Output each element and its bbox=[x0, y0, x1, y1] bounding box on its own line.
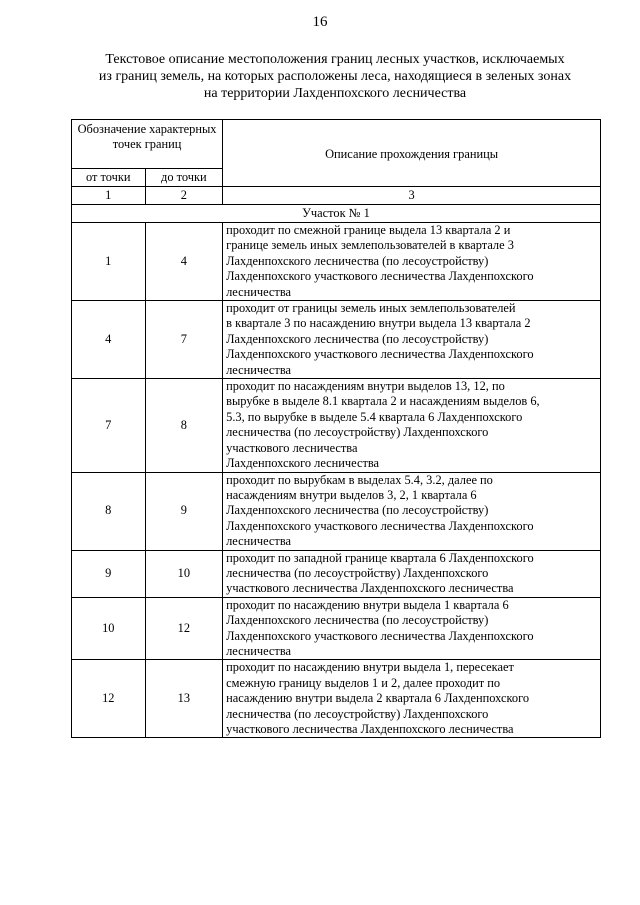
description-cell bbox=[223, 223, 601, 301]
from-point-cell: 12 bbox=[72, 660, 146, 738]
description-line: лесничества (по лесоустройству) Лахденпохского bbox=[226, 425, 489, 440]
table-row bbox=[72, 472, 601, 550]
description-line: участкового лесничества Лахденпохского лесничества bbox=[226, 722, 514, 736]
to-point-header: до точки bbox=[145, 169, 223, 187]
document-title bbox=[40, 51, 630, 102]
to-point-cell: 12 bbox=[145, 597, 223, 660]
description-line: участкового лесничества bbox=[226, 440, 358, 455]
section-title: Участок № 1 bbox=[72, 205, 601, 223]
from-point-cell: 7 bbox=[72, 379, 146, 472]
title-line: на территории Лахденпохского лесничества bbox=[203, 86, 467, 101]
description-line: проходит по западной границе квартала 6 Лахденпохского bbox=[226, 550, 534, 565]
description-line: в квартале 3 по насаждению внутри выдела 13 квартала 2 bbox=[226, 316, 531, 331]
description-cell bbox=[223, 597, 601, 660]
column-number: 1 bbox=[72, 187, 146, 205]
to-point-cell: 9 bbox=[145, 472, 223, 550]
column-number: 3 bbox=[223, 187, 601, 205]
description-header: Описание прохождения границы bbox=[223, 120, 601, 187]
description-line: проходит по вырубкам в выделах 5.4, 3.2, далее по bbox=[226, 472, 493, 487]
description-line: лесничества bbox=[226, 534, 292, 549]
from-point-cell: 4 bbox=[72, 301, 146, 379]
title-line: Текстовое описание местоположения границ лесных участков, исключаемых bbox=[105, 52, 565, 67]
description-line: проходит от границы земель иных землепользователей bbox=[226, 301, 516, 316]
title-line: из границ земель, на которых расположены леса, находящиеся в зеленых зонах bbox=[98, 69, 572, 84]
description-line: смежную границу выделов 1 и 2, далее проходит по bbox=[226, 675, 501, 690]
from-point-header: от точки bbox=[72, 169, 146, 187]
description-line: 5.3, по вырубке в выделе 5.4 квартала 6 Лахденпохского bbox=[226, 409, 523, 424]
to-point-cell: 8 bbox=[145, 379, 223, 472]
description-cell bbox=[223, 550, 601, 597]
to-point-cell: 13 bbox=[145, 660, 223, 738]
from-point-cell: 1 bbox=[72, 223, 146, 301]
description-line: лесничества bbox=[226, 284, 292, 299]
description-line: участкового лесничества Лахденпохского лесничества bbox=[226, 581, 514, 596]
description-line: Лахденпохского лесничества (по лесоустройству) bbox=[226, 331, 489, 346]
description-line: лесничества (по лесоустройству) Лахденпохского bbox=[226, 565, 489, 580]
from-point-cell: 9 bbox=[72, 550, 146, 597]
description-cell bbox=[223, 660, 601, 738]
description-line: Лахденпохского участкового лесничества Лахденпохского bbox=[226, 269, 534, 284]
description-line: Лахденпохского лесничества (по лесоустройству) bbox=[226, 613, 489, 628]
from-point-cell: 10 bbox=[72, 597, 146, 660]
description-line: проходит по смежной границе выдела 13 квартала 2 и bbox=[226, 223, 511, 237]
table-row bbox=[72, 301, 601, 379]
description-line: лесничества bbox=[226, 362, 292, 377]
page-number: 16 bbox=[312, 14, 328, 30]
table-row bbox=[72, 379, 601, 472]
table-row bbox=[72, 550, 601, 597]
description-line: Лахденпохского лесничества (по лесоустройству) bbox=[226, 253, 489, 268]
description-line: лесничества bbox=[226, 643, 292, 658]
description-cell bbox=[223, 472, 601, 550]
description-cell bbox=[223, 379, 601, 472]
description-line: проходит по насаждению внутри выдела 1 квартала 6 bbox=[226, 597, 509, 612]
table-row bbox=[72, 223, 601, 301]
table-row bbox=[72, 660, 601, 738]
section-row bbox=[72, 205, 601, 223]
boundary-table bbox=[71, 119, 601, 738]
description-line: проходит по насаждениям внутри выделов 13, 12, по bbox=[226, 379, 505, 394]
description-cell bbox=[223, 301, 601, 379]
description-line: Лахденпохского участкового лесничества Лахденпохского bbox=[226, 347, 534, 362]
to-point-cell: 7 bbox=[145, 301, 223, 379]
to-point-cell: 10 bbox=[145, 550, 223, 597]
description-line: лесничества (по лесоустройству) Лахденпохского bbox=[226, 706, 489, 721]
description-line: Лахденпохского участкового лесничества Лахденпохского bbox=[226, 518, 534, 533]
description-line: насаждению внутри выдела 2 квартала 6 Лахденпохского bbox=[226, 691, 530, 706]
from-point-cell: 8 bbox=[72, 472, 146, 550]
column-number: 2 bbox=[145, 187, 223, 205]
to-point-cell: 4 bbox=[145, 223, 223, 301]
description-line: насаждениям внутри выделов 3, 2, 1 квартала 6 bbox=[226, 487, 477, 502]
description-line: Лахденпохского участкового лесничества Лахденпохского bbox=[226, 628, 534, 643]
designation-header: Обозначение характерных точек границ bbox=[72, 120, 223, 169]
description-line: Лахденпохского лесничества (по лесоустройству) bbox=[226, 503, 489, 518]
description-line: границе земель иных землепользователей в квартале 3 bbox=[226, 238, 514, 253]
column-number-row bbox=[72, 187, 601, 205]
description-line: проходит по насаждению внутри выдела 1, пересекает bbox=[226, 660, 514, 675]
description-line: вырубке в выделе 8.1 квартала 2 и насаждениям выделов 6, bbox=[226, 394, 540, 409]
header-row bbox=[72, 120, 601, 169]
description-line: Лахденпохского лесничества bbox=[226, 456, 380, 471]
table-row bbox=[72, 597, 601, 660]
